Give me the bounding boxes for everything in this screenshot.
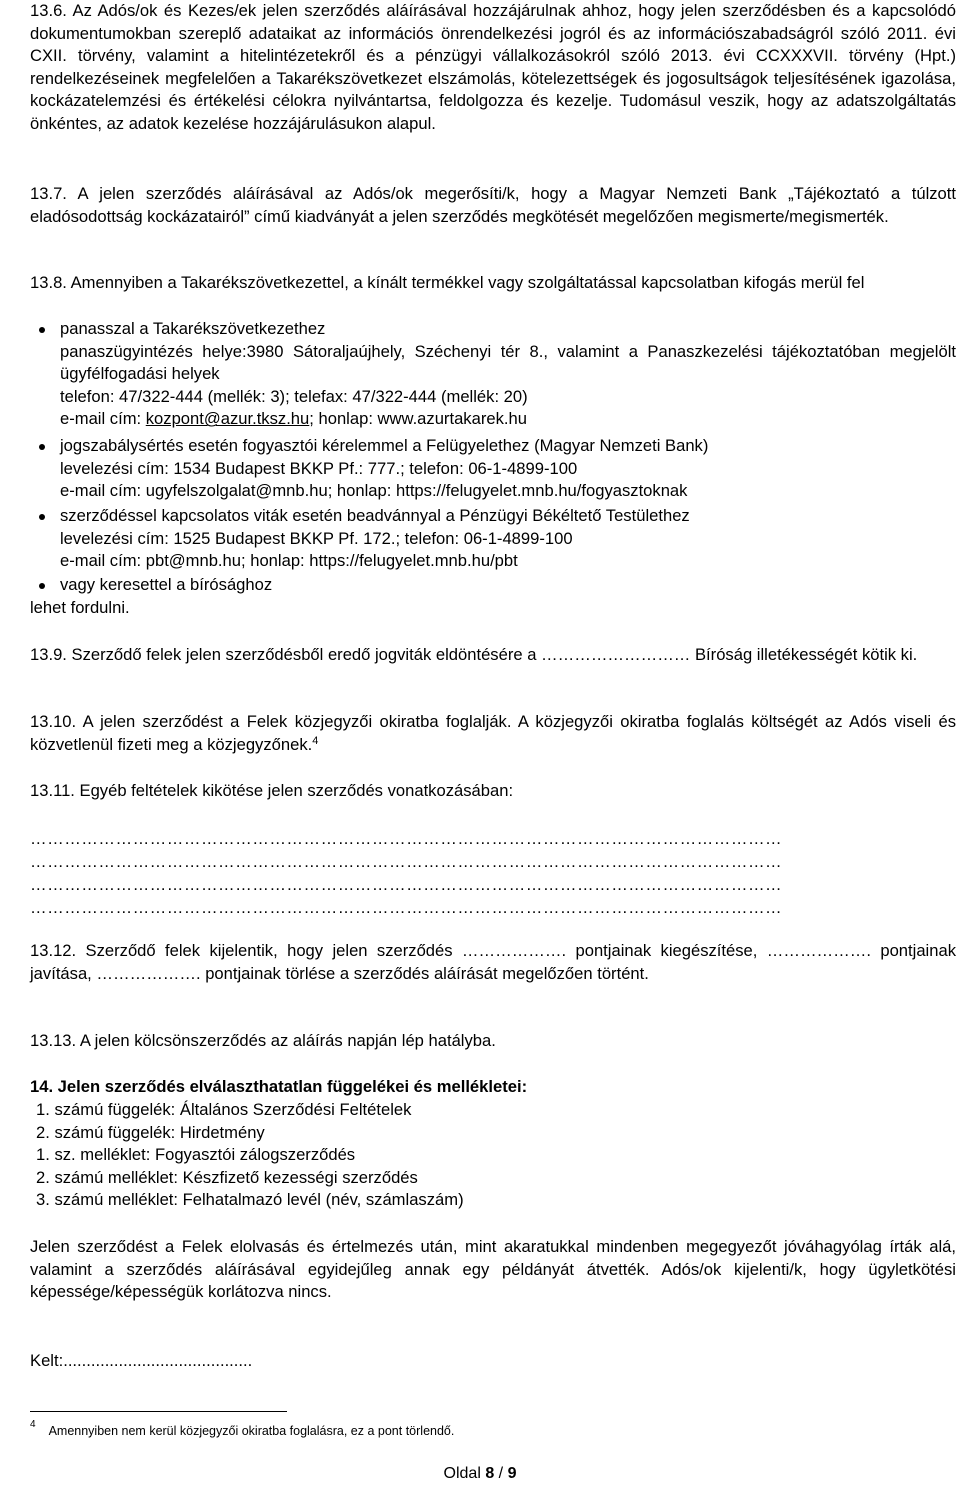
bullet-line: vagy keresettel a bírósághoz xyxy=(60,575,273,594)
paragraph-13-13: 13.13. A jelen kölcsönszerződés az aláírás napján lép hatályba. xyxy=(30,1031,496,1050)
annex-list-item: 1. sz. melléklet: Fogyasztói zálogszerződés xyxy=(36,1145,356,1165)
email-suffix: ; honlap: www.azurtakarek.hu xyxy=(309,409,527,429)
paragraph-13-11: 13.11. Egyéb feltételek kikötése jelen szerződés vonatkozásában: xyxy=(30,781,514,800)
bullet-line: levelezési cím: 1534 Budapest BKKP Pf.: 777.; telefon: 06-1-4899-100 xyxy=(60,458,578,478)
bullet-item-panasz xyxy=(30,318,956,431)
bullet-dot-icon xyxy=(39,444,45,450)
annex-list-item: 2. számú függelék: Hirdetmény xyxy=(36,1122,265,1142)
bullet-dot-icon xyxy=(39,327,45,333)
annex-list-item: 1. számú függelék: Általános Szerződési Feltételek xyxy=(36,1100,412,1119)
dotted-fill-line: …………………………………………………………………………………………………………………… xyxy=(30,875,783,894)
dotted-fill-line: …………………………………………………………………………………………………………………… xyxy=(30,898,783,917)
bullet-line: szerződéssel kapcsolatos viták esetén beadvánnyal a Pénzügyi Békéltető Testülethez xyxy=(60,506,690,525)
total-page-number: 9 xyxy=(507,1465,517,1482)
footnote xyxy=(30,1420,454,1439)
lehet-fordulni-text: lehet fordulni. xyxy=(30,598,130,617)
footnote-number: 4 xyxy=(30,1419,36,1430)
annex-list-item: 3. számú melléklet: Felhatalmazó levél (név, számlaszám) xyxy=(36,1190,464,1210)
paragraph-13-7: 13.7. A jelen szerződés aláírásával az Adós/ok megerősíti/k, hogy a Magyar Nemzeti Bank „Tájékoztató a túlzott eladósodottság kockázatairól” című kiadványát a jelen szerződés megkötését megelőzően megismerte/megismerték. xyxy=(30,184,956,226)
email-prefix: e-mail cím: xyxy=(60,409,146,429)
dotted-fill-line: …………………………………………………………………………………………………………………… xyxy=(30,829,783,848)
bullet-line: e-mail cím: pbt@mnb.hu; honlap: https://felugyelet.mnb.hu/pbt xyxy=(60,551,518,571)
current-page-number: 8 xyxy=(485,1465,495,1482)
closing-paragraph: Jelen szerződést a Felek elolvasás és értelmezés után, mint akaratukkal mindenben megegyezőt jóváhagyólag írták alá, valamint a szerződés aláírásával egyidejűleg annak egy példányát átvették. Adós/ok kijelenti/k, hogy ügyletkötési képessége/képességük korlátozva nincs. xyxy=(30,1237,956,1302)
page-separator: / xyxy=(494,1465,508,1482)
footnote-text: Amennyiben nem kerül közjegyzői okiratba foglalásra, ez a pont törlendő. xyxy=(48,1424,455,1439)
bullet-line: telefon: 47/322-444 (mellék: 3); telefax: 47/322-444 (mellék: 20) xyxy=(60,386,528,406)
bullet-item-birosag xyxy=(30,574,956,597)
bullet-item-felugyelet xyxy=(30,435,956,503)
paragraph-13-6: 13.6. Az Adós/ok és Kezes/ek jelen szerződés aláírásával hozzájárulnak ahhoz, hogy jelen szerződésben és a kapcsolódó dokumentumokban szereplő adataikat az információs önrendelkezési jogról és az információszabadságról szóló 2011. évi CXII. törvény, valamint a hitelintézetekről és a pénzügyi vállalkozásokról szóló 2013. évi CCXXXVII. törvény (Hpt.) rendelkezéseinek megfelelően a Takarékszövetkezet elszámolás, kötelezettségek és jogosultságok teljesítésének igazolása, kockázatelemzési és értékelési célokra nyilvántartsa, feldolgozza és kezelje. Tudomásul veszik, hogy az adatszolgáltatás önkéntes, az adatok kezelése hozzájárulásukon alapul. xyxy=(30,1,956,133)
kelt-line: Kelt:......................................... xyxy=(30,1351,253,1370)
page-label: Oldal xyxy=(443,1465,486,1482)
paragraph-13-10 xyxy=(30,711,956,756)
footnote-separator xyxy=(30,1411,287,1412)
footnote-reference[interactable]: 4 xyxy=(312,734,319,747)
bullet-email-line xyxy=(60,408,956,431)
bullet-dot-icon xyxy=(39,514,45,520)
bullet-item-bekelteto xyxy=(30,505,956,573)
paragraph-13-10-text: 13.10. A jelen szerződést a Felek közjegyzői okiratba foglalják. A közjegyzői okiratba foglalás költségét az Adós viseli és közvetlenül fizeti meg a közjegyzőnek. xyxy=(30,712,956,754)
dotted-fill-line: …………………………………………………………………………………………………………………… xyxy=(30,852,783,871)
annex-list xyxy=(36,1099,464,1212)
bullet-line: jogszabálysértés esetén fogyasztói kérelemmel a Felügyelethez (Magyar Nemzeti Bank) xyxy=(60,436,709,455)
paragraph-13-8: 13.8. Amennyiben a Takarékszövetkezettel, a kínált termékkel vagy szolgáltatással kapcsolatban kifogás merül fel xyxy=(30,273,865,292)
email-link[interactable]: kozpont@azur.tksz.hu xyxy=(145,409,310,429)
bullet-line: levelezési cím: 1525 Budapest BKKP Pf. 172.; telefon: 06-1-4899-100 xyxy=(60,528,573,548)
annex-list-item: 2. számú melléklet: Készfizető kezességi szerződés xyxy=(36,1167,418,1187)
bullet-line: panaszügyintézés helye:3980 Sátoraljaújhely, Széchenyi tér 8., valamint a Panaszkezelési tájékoztatóban megjelölt ügyfélfogadási helyek xyxy=(60,341,956,384)
section-14-heading: 14. Jelen szerződés elválaszthatatlan függelékei és mellékletei: xyxy=(30,1077,528,1096)
bullet-line: e-mail cím: ugyfelszolgalat@mnb.hu; honlap: https://felugyelet.mnb.hu/fogyasztoknak xyxy=(60,481,688,501)
paragraph-13-9: 13.9. Szerződő felek jelen szerződésből eredő jogviták eldöntésére a ……………………… Bíróság illetékességét kötik ki. xyxy=(30,645,918,664)
page-footer xyxy=(0,1465,960,1483)
bullet-dot-icon xyxy=(39,583,45,589)
paragraph-13-12: 13.12. Szerződő felek kijelentik, hogy jelen szerződés ………………. pontjainak kiegészítése, ………………. pontjainak javítása, ………………. pontjainak törlése a szerződés aláírását megelőzően történt. xyxy=(30,941,956,983)
bullet-line: panasszal a Takarékszövetkezethez xyxy=(60,319,326,338)
